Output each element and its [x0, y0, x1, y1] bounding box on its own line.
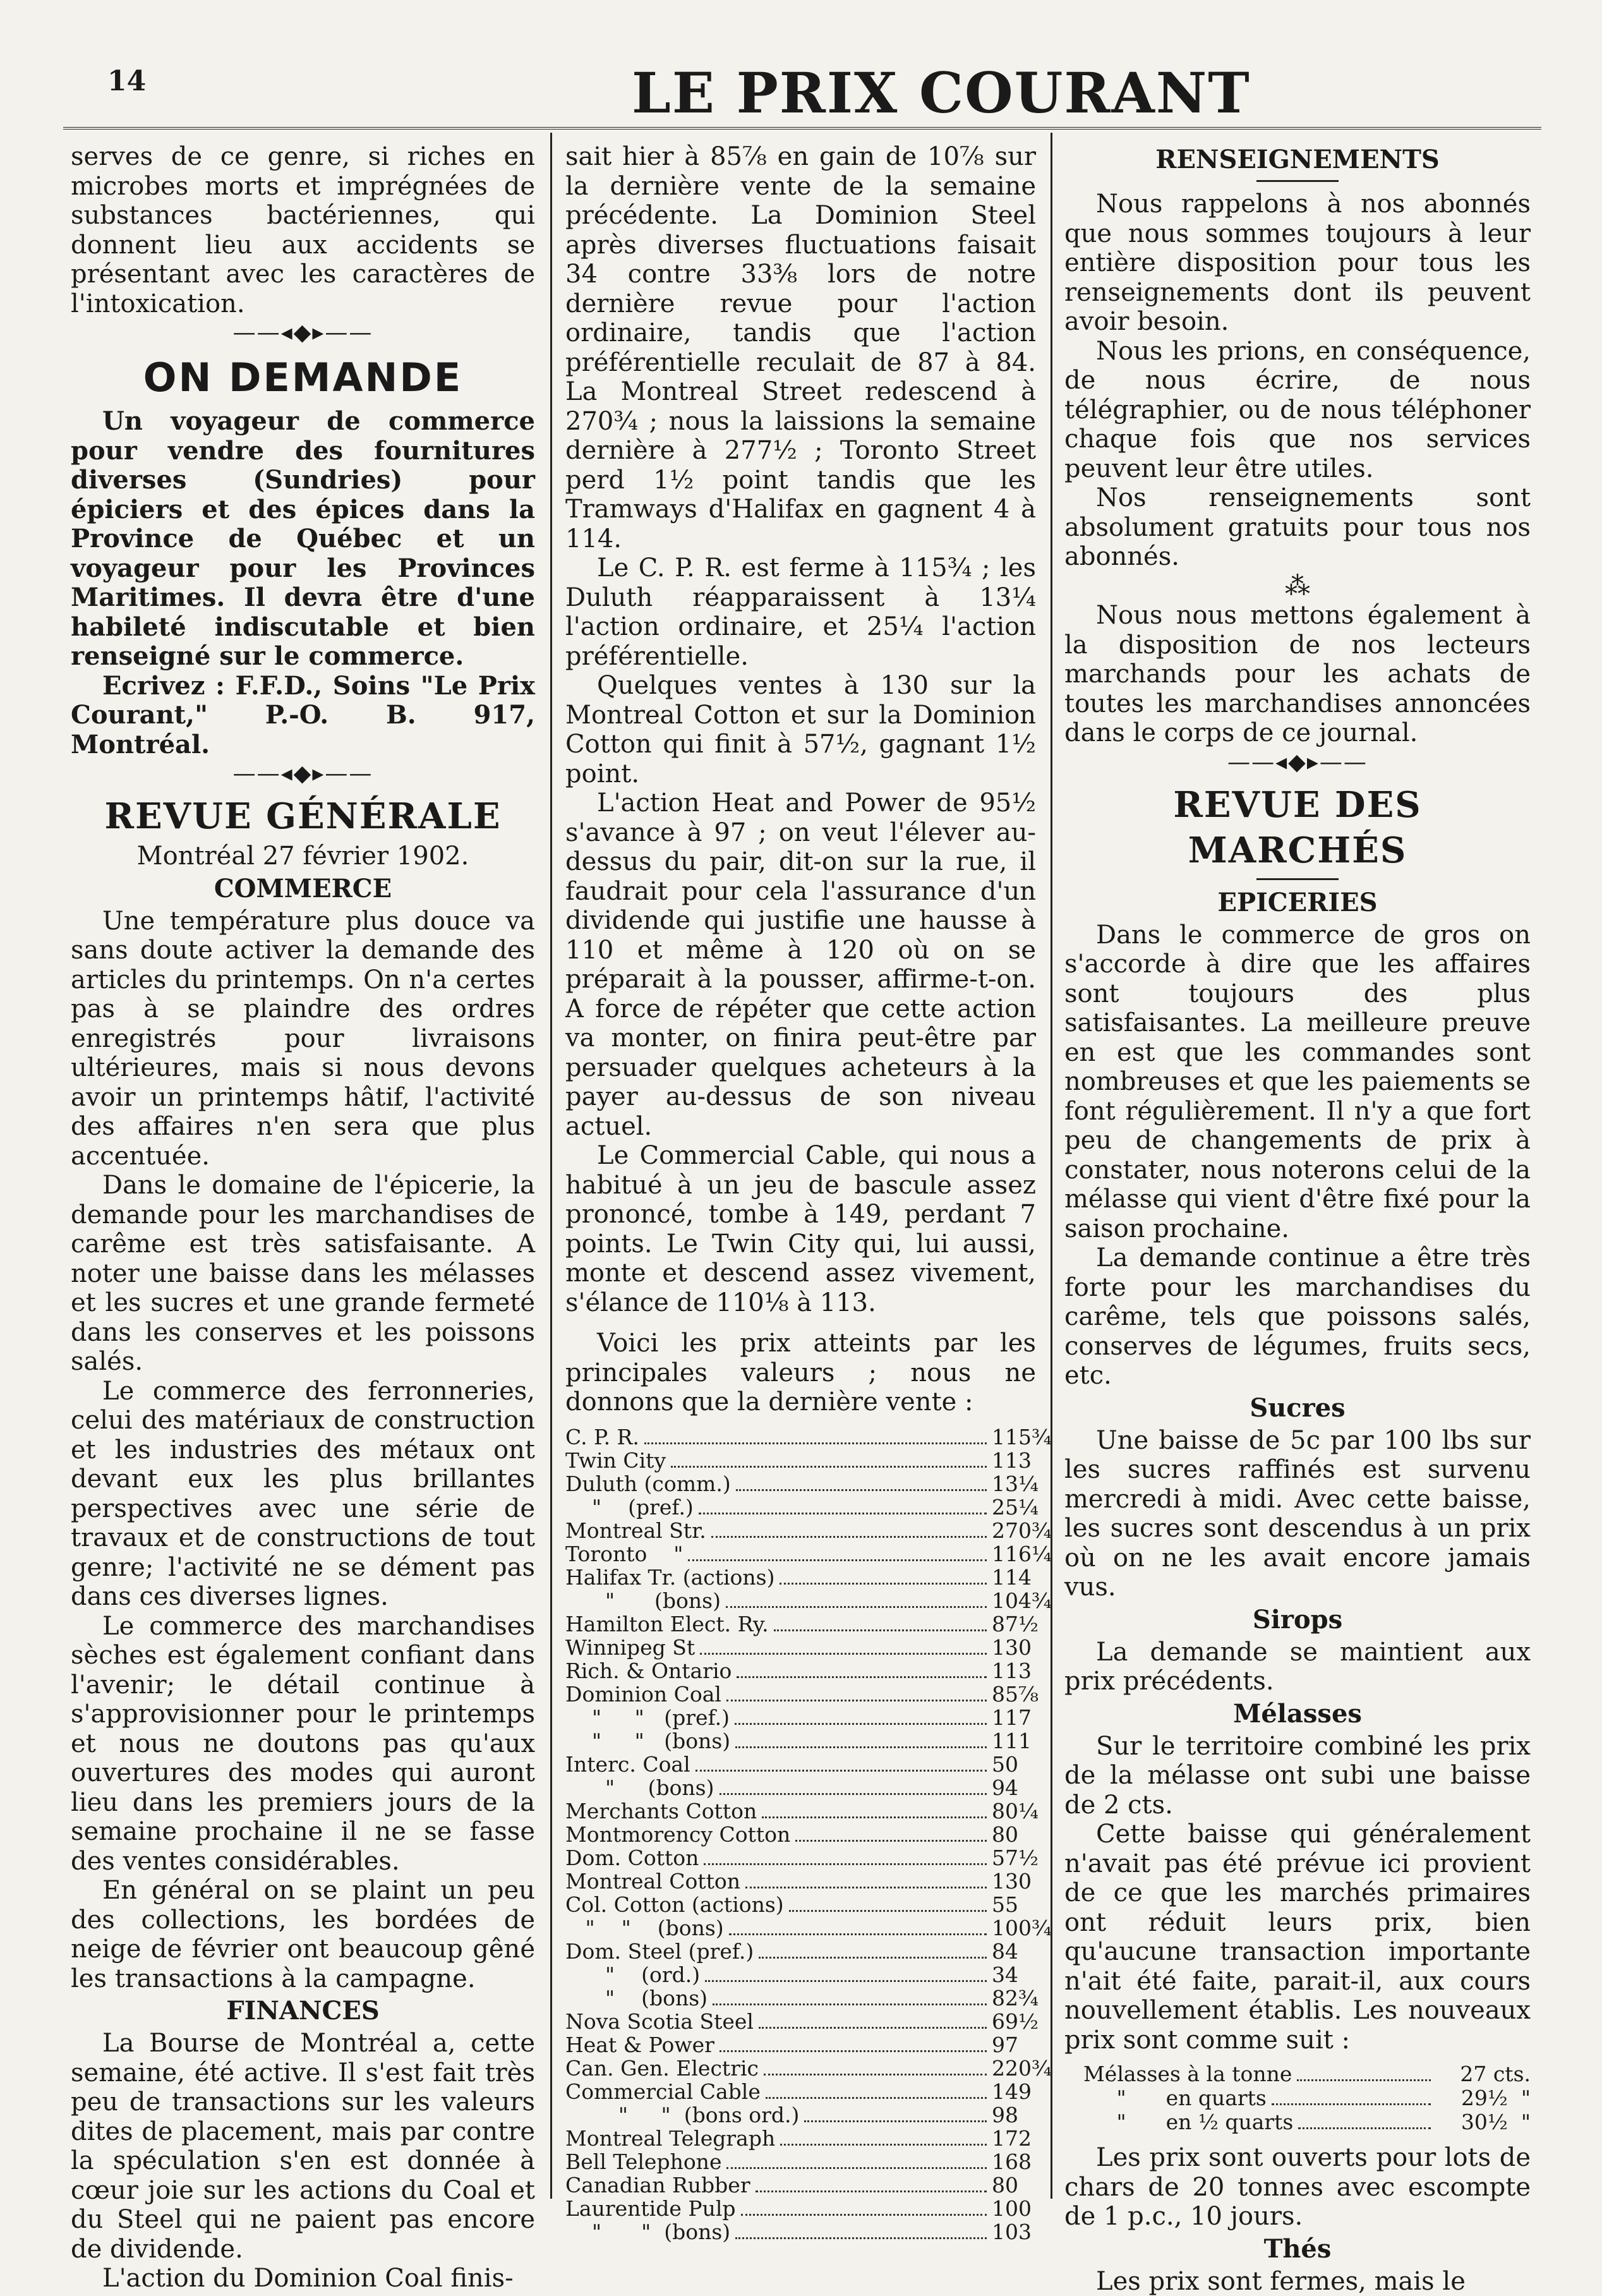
leader-dots — [711, 1536, 987, 1538]
row-price: 117 — [992, 1707, 1036, 1730]
leader-dots — [759, 2027, 987, 2029]
row-price: 97 — [992, 2034, 1036, 2057]
on-demande-ad — [71, 407, 535, 759]
row-label: Nova Scotia Steel — [565, 2010, 754, 2034]
table-row — [565, 2034, 1036, 2057]
table-row — [565, 2221, 1036, 2244]
ad-body: Un voyageur de commerce pour vendre des fournitures diverses (Sundries) pour épiciers et des épices dans la Province de Québec et un voyageur pour les Provinces Maritimes. Il devra être d'une habileté indiscutable et bien renseigné sur le commerce. — [71, 407, 535, 672]
row-price: 57½ — [992, 1847, 1036, 1870]
table-row — [565, 1660, 1036, 1683]
sirops-subheading: Sirops — [1064, 1605, 1531, 1635]
row-label: Canadian Rubber — [565, 2174, 750, 2197]
leader-dots — [736, 1489, 987, 1491]
leader-dots — [726, 2167, 987, 2169]
paragraph: En général on se plaint un peu des collections, les bordées de neige de février ont beaucoup gêné les transactions à la campagne. — [71, 1876, 535, 1993]
row-label: " en ½ quarts — [1083, 2110, 1293, 2134]
row-label: " (ord.) — [565, 1964, 700, 1987]
row-price: 34 — [992, 1964, 1036, 1987]
sucres-subheading: Sucres — [1064, 1393, 1531, 1423]
ornament-divider: ——◂◆▸—— — [71, 759, 535, 788]
leader-dots — [735, 1723, 987, 1725]
table-row — [1083, 2110, 1531, 2134]
leader-dots — [766, 2097, 987, 2099]
leader-dots — [789, 1910, 987, 1912]
melasses-subheading: Mélasses — [1064, 1699, 1531, 1729]
paragraph: sait hier à 85⅞ en gain de 10⅞ sur la dernière vente de la semaine précédente. La Dominion Steel après diverses fluctuations faisait 34 contre 33⅜ lors de notre dernière revue pour l'action ordinaire, tandis que l'action préférentielle reculait de 87 à 84. La Montreal Street redescend à 270¾ ; nous la laissions la semaine dernière à 277½ ; Toronto Street perd 1½ point tandis que les Tramways d'Halifax en gagnent 4 à 114. — [565, 142, 1036, 553]
table-row — [565, 1613, 1036, 1636]
row-label: " " (bons) — [565, 2221, 730, 2244]
row-price: 172 — [992, 2127, 1036, 2151]
row-label: Montmorency Cotton — [565, 1823, 790, 1847]
paragraph: Nos renseignements sont absolument gratuits pour tous nos abonnés. — [1064, 483, 1531, 572]
leader-dots — [696, 1770, 987, 1772]
paragraph: Les prix sont fermes, mais le — [1064, 2267, 1531, 2296]
paragraph: Le Commercial Cable, qui nous a habitué à un jeu de bascule assez prononcé, tombe à 149, perdant 7 points. Le Twin City qui, lui aussi, monte et descend assez vivement, s'élance de 110⅛ à 113. — [565, 1141, 1036, 1317]
table-row — [565, 1870, 1036, 1894]
row-price: 82¾ — [992, 1987, 1036, 2010]
row-price: 50 — [992, 1753, 1036, 1777]
asterism: ⁂ — [1064, 572, 1531, 601]
revue-generale-heading: REVUE GÉNÉRALE — [71, 794, 535, 839]
leader-dots — [705, 1980, 987, 1982]
row-price: 115¾ — [992, 1426, 1036, 1449]
row-label: Halifax Tr. (actions) — [565, 1566, 774, 1590]
leader-dots — [699, 1513, 987, 1514]
leader-dots — [737, 1676, 987, 1678]
column-1 — [71, 142, 535, 2196]
short-rule — [1256, 180, 1339, 182]
table-row — [565, 1707, 1036, 1730]
table-row — [565, 1753, 1036, 1777]
paragraph: Nous rappelons à nos abonnés que nous sommes toujours à leur entière disposition pour tous les renseignements dont ils peuvent avoir besoin. — [1064, 190, 1531, 337]
row-price: 55 — [992, 1894, 1036, 1917]
row-label: Dom. Steel (pref.) — [565, 1940, 754, 1964]
table-row — [565, 1800, 1036, 1823]
paragraph: Voici les prix atteints par les principales valeurs ; nous ne donnons que la dernière vente : — [565, 1329, 1036, 1417]
leader-dots — [780, 2144, 987, 2146]
paragraph: Le commerce des ferronneries, celui des matériaux de construction et les industries des métaux ont devant eux les plus brillantes perspectives avec une série de travaux et de constructions de tout genre; l'activité ne se dément pas dans ces diverses lignes. — [71, 1377, 535, 1612]
leader-dots — [726, 1700, 987, 1701]
row-price: 69½ — [992, 2010, 1036, 2034]
leader-dots — [688, 1559, 987, 1561]
renseignements-heading: RENSEIGNEMENTS — [1064, 145, 1531, 175]
row-label: " (bons) — [565, 1987, 708, 2010]
row-label: " " (pref.) — [565, 1707, 730, 1730]
epiceries-subheading: EPICERIES — [1064, 888, 1531, 918]
row-price: 80¼ — [992, 1800, 1036, 1823]
paragraph: Nous les prions, en conséquence, de nous écrire, de nous télégraphier, ou de nous téléphoner chaque fois que nos services peuvent leur être utiles. — [1064, 337, 1531, 484]
paragraph: Dans le domaine de l'épicerie, la demande pour les marchandises de carême est très satisfaisante. A noter une baisse dans les mélasses et les sucres et une grande fermeté dans les conserves et les poissons salés. — [71, 1171, 535, 1377]
row-price: 87½ — [992, 1613, 1036, 1636]
row-price: 25¼ — [992, 1496, 1036, 1520]
header-rule — [63, 127, 1541, 130]
row-price: 114 — [992, 1566, 1036, 1590]
table-row — [565, 2174, 1036, 2197]
on-demande-heading: ON DEMANDE — [71, 353, 535, 403]
row-label: Twin City — [565, 1449, 666, 1473]
leader-dots — [741, 2214, 987, 2216]
row-price: 104¾ — [992, 1590, 1036, 1613]
row-label: " en quarts — [1083, 2086, 1267, 2110]
row-price: 220¾ — [992, 2057, 1036, 2081]
paragraph: L'action Heat and Power de 95½ s'avance à 97 ; on veut l'élever au-dessus du pair, dit-on sur la rue, il faudrait pour cela l'assurance d'un dividende qui justifie une hausse à 110 et même à 120 où on se préparait à la pousser, affirme-t-on. A force de répéter que cette action va monter, on finira peut-être par persuader quelques acheteurs à la payer au-dessus de son niveau actuel. — [565, 788, 1036, 1141]
table-row — [565, 2151, 1036, 2174]
row-label: Can. Gen. Electric — [565, 2057, 759, 2081]
paragraph: La demande se maintient aux prix précédents. — [1064, 1638, 1531, 1696]
leader-dots — [704, 1863, 987, 1865]
row-label: " " (bons) — [565, 1917, 724, 1940]
row-price: 270¾ — [992, 1520, 1036, 1543]
row-price: 113 — [992, 1660, 1036, 1683]
table-row — [1083, 2086, 1531, 2110]
table-row — [565, 1449, 1036, 1473]
row-label: Col. Cotton (actions) — [565, 1894, 784, 1917]
row-label: " (pref.) — [565, 1496, 694, 1520]
masthead-logo: LE PRIX COURANT — [632, 60, 1251, 126]
row-label: " " (bons) — [565, 1730, 730, 1753]
column-3 — [1064, 142, 1531, 2196]
paragraph: Le C. P. R. est ferme à 115¾ ; les Duluth réapparaissent à 13¼ l'action ordinaire, et 25¼ l'action préférentielle. — [565, 553, 1036, 671]
leader-dots — [644, 1442, 987, 1444]
table-row — [565, 1636, 1036, 1660]
row-label: Dom. Cotton — [565, 1847, 699, 1870]
paragraph: Nous nous mettons également à la disposition de nos lecteurs marchands pour les achats de toutes les marchandises annoncées dans le corps de ce journal. — [1064, 601, 1531, 748]
row-label: Interc. Coal — [565, 1753, 690, 1777]
row-price: 98 — [992, 2104, 1036, 2127]
row-label: Laurentide Pulp — [565, 2197, 736, 2221]
row-label: C. P. R. — [565, 1426, 639, 1449]
ad-contact: Ecrivez : F.F.D., Soins "Le Prix Courant," P.-O. B. 917, Montréal. — [71, 672, 535, 760]
table-row — [565, 1543, 1036, 1566]
paragraph: Cette baisse qui généralement n'avait pas été prévue ici provient de ce que les marchés primaires ont réduit leurs prix, bien qu'aucune transaction importante n'ait été faite, parait-il, aux cours nouvellement établis. Les nouveaux prix sont comme suit : — [1064, 1820, 1531, 2055]
table-row — [565, 1917, 1036, 1940]
leader-dots — [756, 2190, 987, 2192]
row-price: 27 cts. — [1436, 2062, 1531, 2086]
row-label: Mélasses à la tonne — [1083, 2062, 1292, 2086]
row-label: Winnipeg St — [565, 1636, 695, 1660]
row-price: 113 — [992, 1449, 1036, 1473]
table-row — [565, 1473, 1036, 1496]
row-label: Montreal Str. — [565, 1520, 706, 1543]
table-row — [565, 1566, 1036, 1590]
table-row — [565, 2081, 1036, 2104]
paragraph: Le commerce des marchandises sèches est également confiant dans l'avenir; le détail continue à s'approvisionner pour le printemps et nous ne doutons pas qu'aux ouvertures des modes qui auront lieu dans les premiers jours de la semaine prochaine il ne se fasse des ventes considérables. — [71, 1612, 535, 1876]
paragraph: Quelques ventes à 130 sur la Montreal Cotton et sur la Dominion Cotton qui finit à 57½, gagnant 1½ point. — [565, 671, 1036, 788]
table-row — [565, 1777, 1036, 1800]
ornament-divider: ——◂◆▸—— — [71, 318, 535, 347]
leader-dots — [1272, 2103, 1431, 2105]
leader-dots — [700, 1653, 987, 1655]
column-divider — [1051, 133, 1052, 2199]
row-price: 103 — [992, 2221, 1036, 2244]
thes-subheading: Thés — [1064, 2234, 1531, 2264]
commerce-subheading: COMMERCE — [71, 874, 535, 904]
table-row — [565, 1426, 1036, 1449]
row-price: 94 — [992, 1777, 1036, 1800]
paragraph: Les prix sont ouverts pour lots de chars de 20 tonnes avec escompte de 1 p.c., 10 jours. — [1064, 2143, 1531, 2232]
row-label: Commercial Cable — [565, 2081, 761, 2104]
table-row — [565, 1730, 1036, 1753]
row-price: 80 — [992, 1823, 1036, 1847]
table-row — [565, 1940, 1036, 1964]
row-price: 100 — [992, 2197, 1036, 2221]
row-label: Montreal Cotton — [565, 1870, 740, 1894]
paragraph: Dans le commerce de gros on s'accorde à dire que les affaires sont toujours des plus satisfaisantes. La meilleure preuve en est que les commandes sont nombreuses et que les paiements se font régulièrement. Il n'y a que fort peu de changements de prix à constater, nous noterons celui de la mélasse qui vient d'être fixé pour la saison prochaine. — [1064, 921, 1531, 1244]
table-row — [565, 1590, 1036, 1613]
leader-dots — [780, 1583, 987, 1585]
ornament-divider: ——◂◆▸—— — [1064, 748, 1531, 777]
leader-dots — [720, 2050, 987, 2052]
row-label: Hamilton Elect. Ry. — [565, 1613, 769, 1636]
table-row — [565, 1987, 1036, 2010]
row-label: Heat & Power — [565, 2034, 714, 2057]
paragraph: La demande continue a être très forte pour les marchandises du carême, tels que poissons salés, conserves de légumes, fruits secs, etc. — [1064, 1243, 1531, 1391]
table-row — [565, 2104, 1036, 2127]
leader-dots — [795, 1840, 987, 1842]
row-label: Bell Telephone — [565, 2151, 721, 2174]
table-row — [565, 1496, 1036, 1520]
dateline: Montréal 27 février 1902. — [71, 842, 535, 871]
leader-dots — [720, 1793, 987, 1795]
row-price: 130 — [992, 1636, 1036, 1660]
table-row — [565, 1520, 1036, 1543]
row-label: " (bons) — [565, 1590, 721, 1613]
table-row — [565, 1823, 1036, 1847]
row-price: 100¾ — [992, 1917, 1036, 1940]
row-price: 29½ " — [1436, 2086, 1531, 2110]
row-price: 111 — [992, 1730, 1036, 1753]
paragraph: L'action du Dominion Coal finis- — [71, 2264, 535, 2293]
stock-price-table — [565, 1426, 1036, 2244]
leader-dots — [735, 1746, 987, 1748]
row-price: 168 — [992, 2151, 1036, 2174]
column-divider — [550, 133, 552, 2199]
table-row — [565, 2197, 1036, 2221]
row-price: 85⅞ — [992, 1683, 1036, 1707]
leader-dots — [735, 2237, 987, 2239]
page-number: 14 — [107, 65, 146, 97]
leader-dots — [759, 1957, 987, 1959]
row-label: Duluth (comm.) — [565, 1473, 731, 1496]
row-price: 130 — [992, 1870, 1036, 1894]
row-price: 80 — [992, 2174, 1036, 2197]
molasses-price-table — [1083, 2062, 1531, 2134]
row-label: Montreal Telegraph — [565, 2127, 775, 2151]
table-row — [565, 2127, 1036, 2151]
paragraph: Une température plus douce va sans doute activer la demande des articles du printemps. On n'a certes pas à se plaindre des ordres enregistrés pour livraisons ultérieures, mais si nous devons avoir un printemps hâtif, l'activité des affaires n'en sera que plus accentuée. — [71, 907, 535, 1171]
leader-dots — [1298, 2127, 1431, 2129]
row-price: 30½ " — [1436, 2110, 1531, 2134]
leader-dots — [1297, 2079, 1431, 2081]
finances-subheading: FINANCES — [71, 1996, 535, 2026]
leader-dots — [671, 1466, 987, 1468]
paragraph: Une baisse de 5c par 100 lbs sur les sucres raffinés est survenu mercredi à midi. Avec cette baisse, les sucres sont descendus à un prix où on ne les avait encore jamais vus. — [1064, 1426, 1531, 1602]
table-row — [565, 1964, 1036, 1987]
row-price: 116¼ — [992, 1543, 1036, 1566]
leader-dots — [726, 1606, 987, 1608]
page-header — [63, 60, 1541, 136]
table-row — [565, 1894, 1036, 1917]
short-rule — [1256, 878, 1339, 880]
leader-dots — [745, 1887, 987, 1888]
leader-dots — [762, 1816, 987, 1818]
leader-dots — [774, 1629, 987, 1631]
paragraph: La Bourse de Montréal a, cette semaine, été active. Il s'est fait très peu de transactions sur les valeurs dites de placement, mais par contre la spéculation s'en est donnée à cœur joie sur les actions du Coal et du Steel qui ne paient pas encore de dividende. — [71, 2029, 535, 2264]
table-row — [565, 2057, 1036, 2081]
row-price: 84 — [992, 1940, 1036, 1964]
row-label: Dominion Coal — [565, 1683, 721, 1707]
row-label: " " (bons ord.) — [565, 2104, 799, 2127]
leader-dots — [713, 2003, 987, 2005]
table-row — [565, 1847, 1036, 1870]
row-label: " (bons) — [565, 1777, 714, 1800]
column-2 — [565, 142, 1036, 2196]
table-row — [1083, 2062, 1531, 2086]
table-row — [565, 1683, 1036, 1707]
paragraph: serves de ce genre, si riches en microbes morts et imprégnées de substances bactériennes, qui donnent lieu aux accidents se présentant avec les caractères de l'intoxication. — [71, 142, 535, 318]
paragraph: Sur le territoire combiné les prix de la mélasse ont subi une baisse de 2 cts. — [1064, 1732, 1531, 1820]
table-row — [565, 2010, 1036, 2034]
row-label: Rich. & Ontario — [565, 1660, 732, 1683]
leader-dots — [804, 2120, 987, 2122]
leader-dots — [729, 1933, 987, 1935]
row-label: Merchants Cotton — [565, 1800, 757, 1823]
row-price: 13¼ — [992, 1473, 1036, 1496]
leader-dots — [764, 2074, 987, 2075]
row-price: 149 — [992, 2081, 1036, 2104]
row-label: Toronto " — [565, 1543, 683, 1566]
revue-des-marches-heading: REVUE DES MARCHÉS — [1064, 782, 1531, 873]
